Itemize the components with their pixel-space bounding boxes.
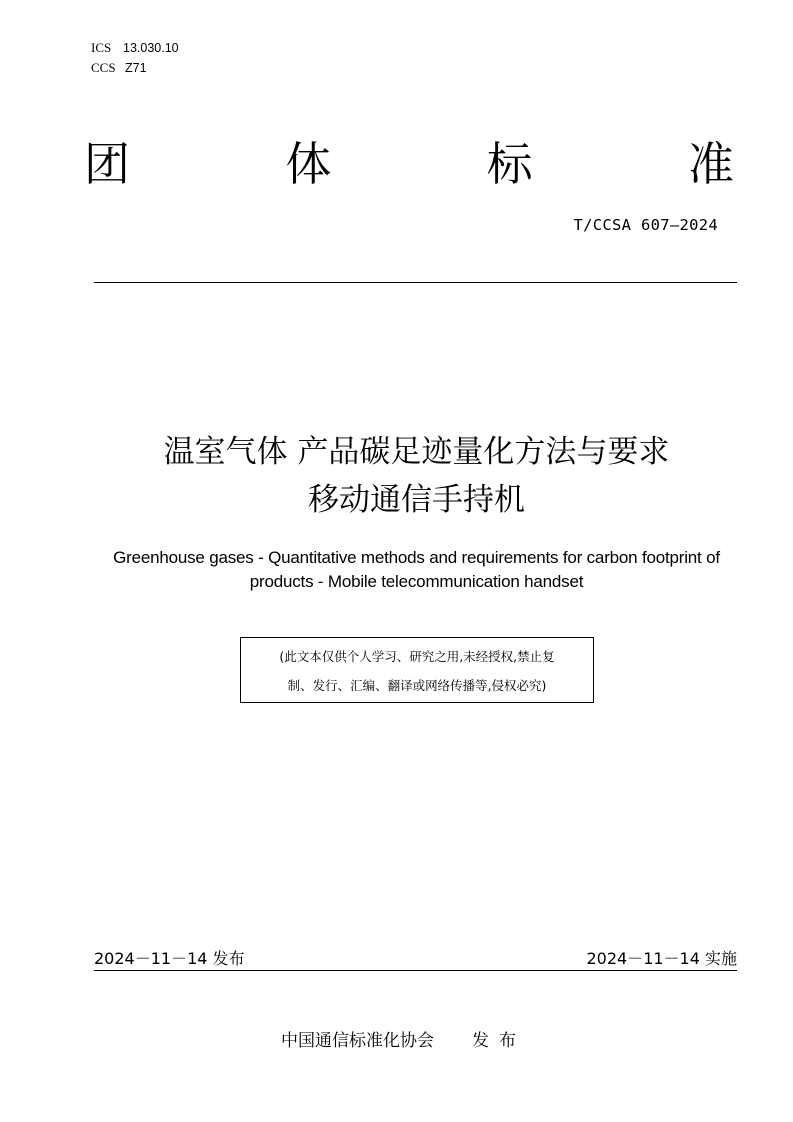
standard-type-char: 准 (687, 137, 734, 191)
ics-row (91, 38, 179, 58)
standard-number: T/CCSA 607—2024 (573, 216, 718, 234)
top-divider (94, 282, 737, 283)
publish-date: 2024－11－14 发布 (94, 949, 245, 968)
chinese-title-line-1: 温室气体 产品碳足迹量化方法与要求 (163, 434, 670, 470)
english-title-line-1: Greenhouse gases - Quantitative methods and requirements for carbon footprint of (113, 548, 720, 567)
classification-codes (91, 38, 179, 78)
standard-type-char: 体 (285, 137, 332, 191)
ics-value: 13.030.10 (123, 41, 179, 55)
english-title (0, 546, 793, 594)
implement-date: 2024－11－14 实施 (586, 949, 737, 968)
publisher-action: 发布 (472, 1031, 526, 1051)
copyright-notice-box (240, 637, 594, 703)
standard-type-char: 团 (84, 137, 130, 191)
chinese-title-line-2: 移动通信手持机 (308, 482, 525, 518)
standard-type-heading (84, 132, 734, 196)
publisher-line (281, 1026, 526, 1051)
english-title-line-2: products - Mobile telecommunication handset (249, 572, 584, 591)
ccs-value: Z71 (125, 61, 147, 75)
standard-type-char: 标 (486, 137, 533, 191)
ics-label: ICS (91, 40, 112, 55)
ccs-row (91, 58, 179, 78)
ccs-label: CCS (91, 60, 116, 75)
publisher-organization: 中国通信标准化协会 (281, 1031, 434, 1051)
notice-line-2: 制、发行、汇编、翻译或网络传播等,侵权必究) (287, 678, 547, 693)
chinese-title (0, 428, 793, 524)
bottom-divider (94, 970, 737, 971)
notice-line-1: (此文本仅供个人学习、研究之用,未经授权,禁止复 (279, 649, 555, 664)
